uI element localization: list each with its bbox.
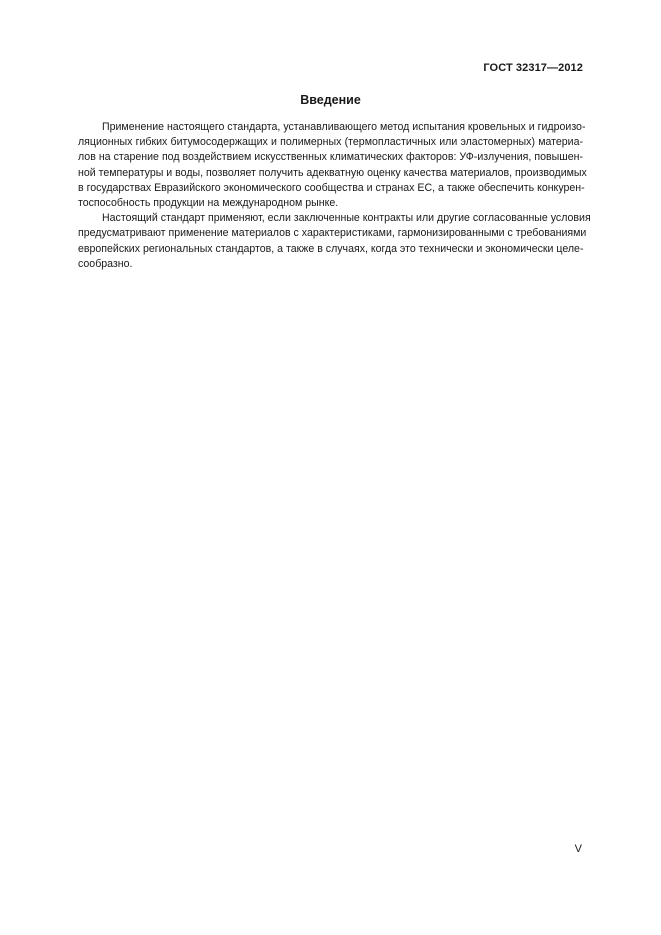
text-line: предусматривают применение материалов с характеристиками, гармонизированными с требованиями — [78, 227, 587, 240]
section-title: Введение — [300, 93, 361, 107]
text-line: ной температуры и воды, позволяет получить адекватную оценку качества материалов, производимых — [78, 166, 587, 179]
text-line: тоспособность продукции на международном рынке. — [78, 197, 339, 210]
introduction-body — [78, 120, 591, 272]
text-line: лов на старение под воздействием искусственных климатических факторов: УФ-излучения, повышен- — [78, 151, 583, 164]
page-number: V — [574, 843, 582, 855]
text-line: Настоящий стандарт применяют, если заключенные контракты или другие согласованные условия — [102, 212, 591, 225]
paragraph-1 — [78, 120, 587, 211]
paragraph-2 — [78, 211, 591, 272]
text-line: сообразно. — [78, 257, 133, 270]
text-line: европейских региональных стандартов, а также в случаях, когда это технически и экономически целе- — [78, 242, 584, 255]
text-line: в государствах Евразийского экономического сообщества и странах ЕС, а также обеспечить конкурен- — [78, 181, 585, 194]
document-code: ГОСТ 32317—2012 — [483, 62, 583, 74]
text-line: ляционных гибких битумосодержащих и полимерных (термопластичных или эластомерных) материа- — [78, 136, 583, 149]
text-line: Применение настоящего стандарта, устанавливающего метод испытания кровельных и гидроизо- — [102, 121, 586, 133]
